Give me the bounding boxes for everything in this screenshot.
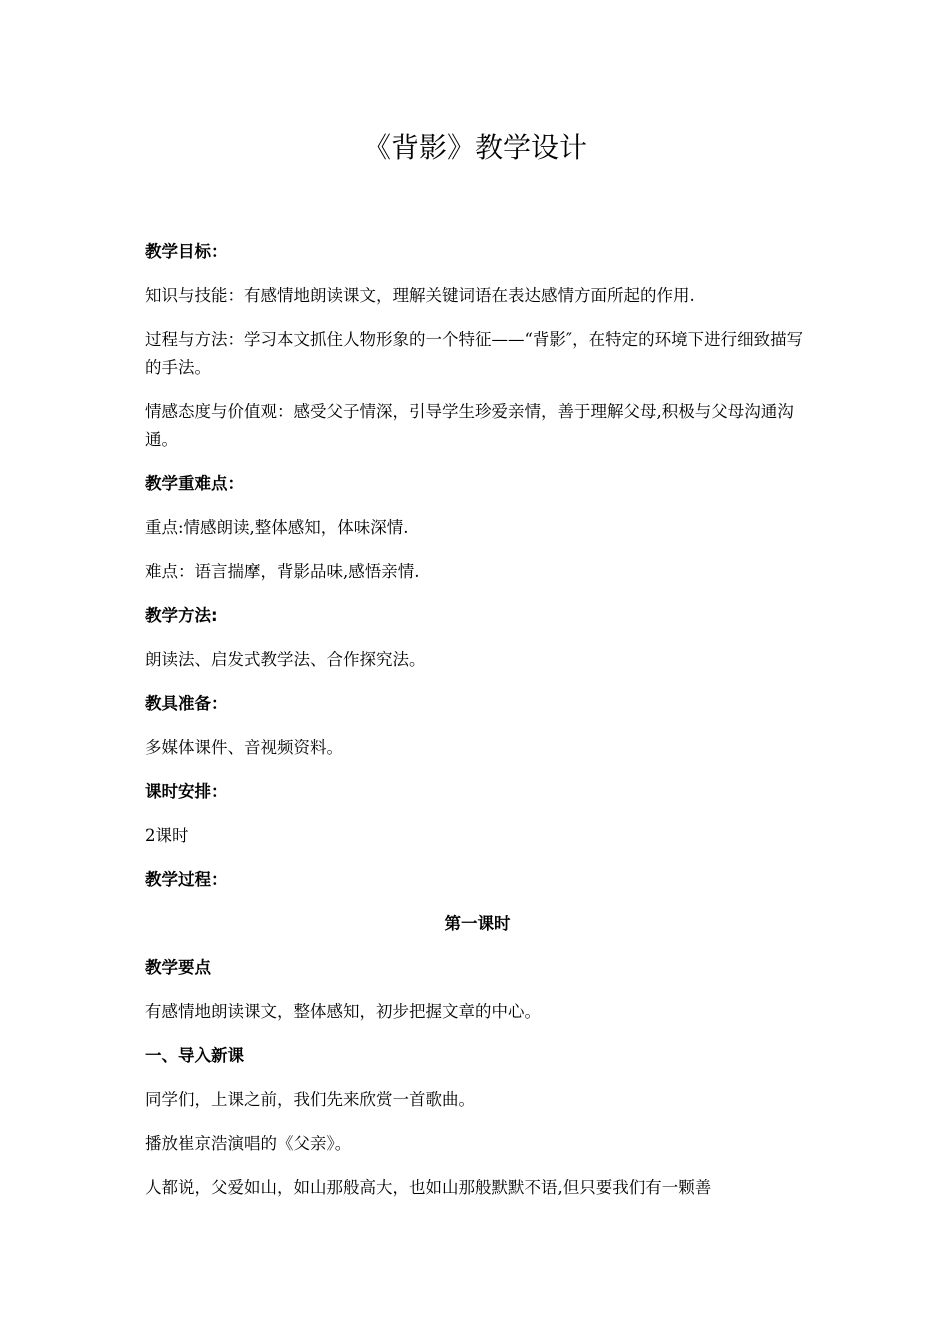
paragraph-intro-2: 播放崔京浩演唱的《父亲》。 — [145, 1134, 352, 1153]
paragraph-schedule: 2课时 — [145, 826, 189, 845]
heading-teaching-goals: 教学目标： — [145, 242, 228, 261]
heading-teaching-points: 教学要点 — [145, 958, 211, 977]
document-title: 《背影》教学设计 — [362, 131, 587, 164]
heading-class-schedule: 课时安排： — [145, 782, 228, 801]
heading-teaching-aids: 教具准备： — [145, 694, 228, 713]
paragraph-intro-1: 同学们，上课之前，我们先来欣赏一首歌曲。 — [145, 1090, 475, 1109]
paragraph-aids: 多媒体课件、音视频资料。 — [145, 738, 343, 757]
paragraph-emotion-values: 情感态度与价值观：感受父子情深，引导学生珍爱亲情，善于理解父母,积极与父母沟通沟通。 — [145, 402, 794, 449]
heading-key-difficult-points: 教学重难点： — [145, 474, 244, 493]
heading-first-lesson: 第一课时 — [444, 914, 511, 933]
heading-teaching-methods: 教学方法: — [145, 606, 218, 625]
paragraph-knowledge-skills: 知识与技能：有感情地朗读课文，理解关键词语在表达感情方面所起的作用. — [145, 286, 695, 305]
paragraph-teaching-points: 有感情地朗读课文，整体感知，初步把握文章的中心。 — [145, 1002, 541, 1021]
paragraph-difficult-point: 难点：语言揣摩，背影品味,感悟亲情. — [145, 562, 420, 581]
paragraph-key-point: 重点:情感朗读,整体感知，体味深情. — [145, 518, 409, 537]
paragraph-methods: 朗读法、启发式教学法、合作探究法。 — [145, 650, 426, 669]
heading-intro-new-lesson: 一、导入新课 — [145, 1046, 244, 1065]
paragraph-process-methods: 过程与方法：学习本文抓住人物形象的一个特征——“背影″，在特定的环境下进行细致描写的手法。 — [145, 330, 804, 377]
paragraph-intro-3: 人都说，父爱如山，如山那般高大，也如山那般默默不语,但只要我们有一颗善 — [145, 1178, 712, 1197]
document-body — [145, 238, 810, 1218]
heading-teaching-process: 教学过程： — [145, 870, 228, 889]
